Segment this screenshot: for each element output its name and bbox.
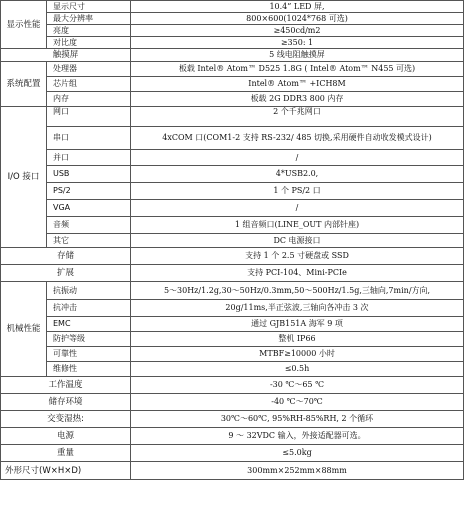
label-op-temp: 工作温度	[1, 377, 131, 394]
value-lan: 2 个千兆网口	[131, 107, 464, 127]
value-expansion: 支持 PCI-104、Mini-PCIe	[131, 265, 464, 282]
table-row	[1, 248, 464, 265]
table-row	[1, 92, 464, 107]
table-row	[1, 13, 464, 25]
table-row	[1, 25, 464, 37]
table-row	[1, 217, 464, 234]
label-other: 其它	[47, 234, 131, 248]
value-power: 9 ～ 32VDC 输入，外接适配器可选。	[131, 428, 464, 445]
table-row	[1, 234, 464, 248]
label-audio: 音频	[47, 217, 131, 234]
table-row	[1, 347, 464, 362]
label-protection: 防护等级	[47, 332, 131, 347]
value-screen-size: 10.4” LED 屏,	[131, 1, 464, 13]
value-storage: 支持 1 个 2.5 寸硬盘或 SSD	[131, 248, 464, 265]
table-row	[1, 332, 464, 347]
value-shock: 20g/11ms,半正弦波,三轴向各冲击 3 次	[131, 300, 464, 317]
table-row	[1, 428, 464, 445]
value-chipset: Intel® Atom™ +ICH8M	[131, 77, 464, 92]
value-usb: 4*USB2.0,	[131, 166, 464, 183]
group-mechanical: 机械性能	[1, 282, 47, 377]
label-shock: 抗冲击	[47, 300, 131, 317]
table-row	[1, 183, 464, 200]
value-max-res: 800×600(1024*768 可选)	[131, 13, 464, 25]
label-cpu: 处理器	[47, 62, 131, 77]
value-reliability: MTBF≥10000 小时	[131, 347, 464, 362]
table-row	[1, 127, 464, 150]
table-row	[1, 317, 464, 332]
value-protection: 整机 IP66	[131, 332, 464, 347]
label-weight: 重量	[1, 445, 131, 462]
value-emc: 通过 GJB151A 海军 9 项	[131, 317, 464, 332]
table-row	[1, 77, 464, 92]
group-io: I/O 接口	[1, 107, 47, 248]
label-contrast: 对比度	[47, 37, 131, 49]
value-vga: /	[131, 200, 464, 217]
value-cpu: 板载 Intel® Atom™ D525 1.8G ( Intel® Atom™ N455 可选)	[131, 62, 464, 77]
label-brightness: 亮度	[47, 25, 131, 37]
value-maintain: ≤0.5h	[131, 362, 464, 377]
value-other: DC 电源接口	[131, 234, 464, 248]
table-row	[1, 462, 464, 480]
value-audio: 1 组音频口(LINE_OUT 内部针座)	[131, 217, 464, 234]
label-chipset: 芯片组	[47, 77, 131, 92]
label-reliability: 可靠性	[47, 347, 131, 362]
value-serial: 4xCOM 口(COM1-2 支持 RS-232/ 485 切换,采用硬件自动收发模式设计)	[131, 127, 464, 150]
table-row	[1, 150, 464, 166]
table-row	[1, 62, 464, 77]
table-row	[1, 445, 464, 462]
label-memory: 内存	[47, 92, 131, 107]
table-row	[1, 411, 464, 428]
table-row	[1, 37, 464, 49]
value-memory: 板载 2G DDR3 800 内存	[131, 92, 464, 107]
group-display: 显示性能	[1, 1, 47, 49]
table-row	[1, 265, 464, 282]
label-max-res: 最大分辨率	[47, 13, 131, 25]
value-op-temp: -30 ℃～65 ℃	[131, 377, 464, 394]
table-row	[1, 1, 464, 13]
label-vga: VGA	[47, 200, 131, 217]
value-contrast: ≥350: 1	[131, 37, 464, 49]
label-storage: 存储	[1, 248, 131, 265]
table-row	[1, 394, 464, 411]
label-humidity: 交变湿热:	[1, 411, 131, 428]
table-row	[1, 200, 464, 217]
label-touch: 触摸屏	[1, 49, 131, 62]
label-power: 电源	[1, 428, 131, 445]
table-row	[1, 49, 464, 62]
table-row	[1, 300, 464, 317]
table-row	[1, 362, 464, 377]
value-brightness: ≥450cd/m2	[131, 25, 464, 37]
table-row	[1, 282, 464, 300]
value-dimension: 300mm×252mm×88mm	[131, 462, 464, 480]
label-storage-env: 储存环境	[1, 394, 131, 411]
value-parallel: /	[131, 150, 464, 166]
label-maintain: 维修性	[47, 362, 131, 377]
value-ps2: 1 个 PS/2 口	[131, 183, 464, 200]
label-vibration: 抗振动	[47, 282, 131, 300]
label-dimension: 外形尺寸(W×H×D)	[1, 462, 131, 480]
label-serial: 串口	[47, 127, 131, 150]
label-lan: 网口	[47, 107, 131, 127]
label-expansion: 扩展	[1, 265, 131, 282]
label-parallel: 并口	[47, 150, 131, 166]
value-storage-env: -40 ℃～70℃	[131, 394, 464, 411]
label-emc: EMC	[47, 317, 131, 332]
label-screen-size: 显示尺寸	[47, 1, 131, 13]
table-row	[1, 377, 464, 394]
table-row	[1, 107, 464, 127]
label-ps2: PS/2	[47, 183, 131, 200]
group-system: 系统配置	[1, 62, 47, 107]
value-touch: 5 线电阻触摸屏	[131, 49, 464, 62]
value-weight: ≤5.0kg	[131, 445, 464, 462]
value-humidity: 30℃～60℃, 95%RH-85%RH, 2 个循环	[131, 411, 464, 428]
value-vibration: 5～30Hz/1.2g,30～50Hz/0.3mm,50～500Hz/1.5g,三轴向,7min/方向,	[131, 282, 464, 300]
table-row	[1, 166, 464, 183]
label-usb: USB	[47, 166, 131, 183]
